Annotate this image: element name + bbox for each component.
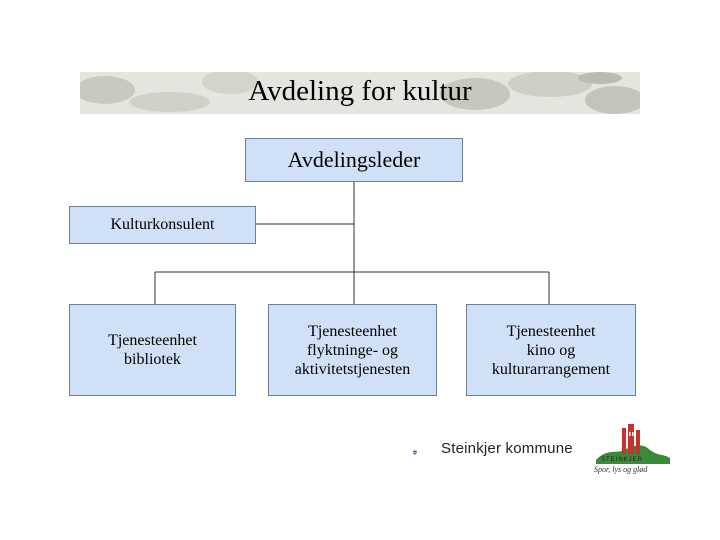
node-label-line: flyktninge- og — [306, 341, 399, 359]
page-title: Avdeling for kultur — [248, 75, 472, 107]
node-unit-flyktninge — [268, 304, 437, 396]
node-label-line: bibliotek — [124, 351, 181, 368]
node-label: Avdelingsleder — [287, 147, 421, 172]
node-avdelingsleder — [245, 138, 463, 182]
municipality-logo-text: Steinkjer kommune — [441, 440, 573, 457]
node-label-line: Tjenesteenhet — [108, 332, 197, 349]
node-label: Kulturkonsulent — [110, 216, 215, 233]
node-label-line: Tjenesteenhet — [506, 322, 596, 340]
emblem-slogan: Spor, lys og glød — [594, 465, 648, 474]
steinkjer-shield-icon — [413, 438, 439, 468]
node-label-line: Tjenesteenhet — [308, 322, 397, 340]
node-unit-bibliotek — [69, 304, 236, 396]
node-label-line: kino og — [526, 341, 576, 359]
emblem-title: STEINKJER — [601, 457, 644, 463]
node-kulturkonsulent — [69, 206, 256, 244]
node-label-line: kulturarrangement — [491, 360, 611, 378]
node-unit-kino — [466, 304, 636, 396]
node-label-line: aktivitetstjenesten — [294, 360, 411, 378]
